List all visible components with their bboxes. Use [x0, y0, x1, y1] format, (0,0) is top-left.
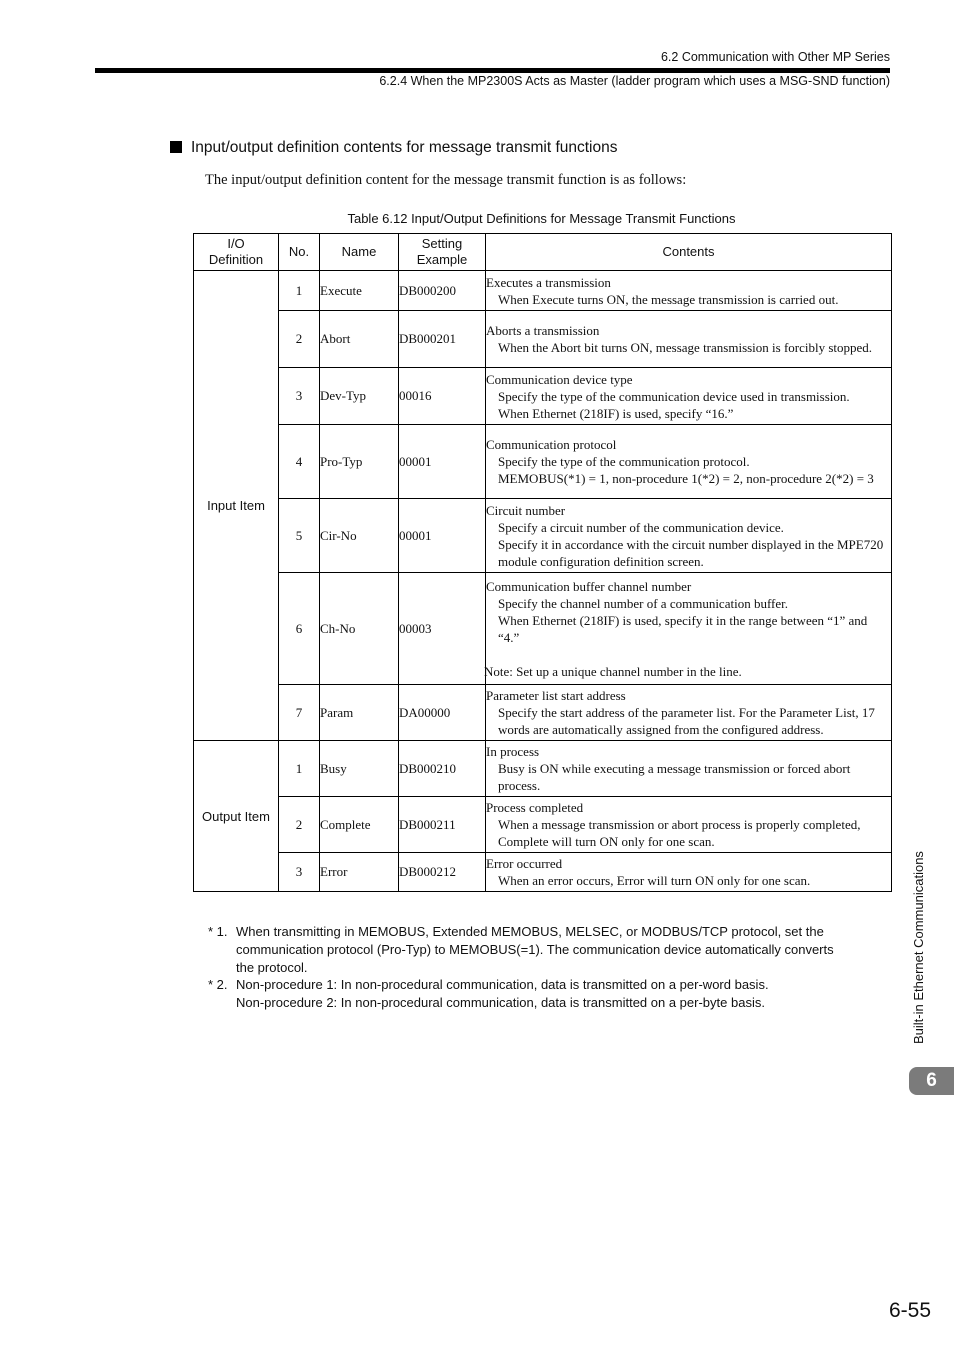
- intro-paragraph: The input/output definition content for the message transmit function is as follows:: [205, 172, 687, 188]
- contents-title: Process completed: [486, 800, 584, 815]
- contents-detail: Specify the type of the communication protocol.: [498, 454, 750, 469]
- row-setting-example: DB000212: [399, 853, 486, 892]
- row-contents: [486, 425, 892, 499]
- row-setting-example: DA00000: [399, 685, 486, 741]
- table-row: [194, 311, 892, 368]
- row-number: 3: [279, 368, 320, 425]
- row-contents: [486, 311, 892, 368]
- table-row: [194, 368, 892, 425]
- contents-detail: Specify the start address of the parameter list. For the Parameter List, 17 words are automatically assigned from the configured address.: [498, 705, 875, 737]
- row-setting-example: DB000211: [399, 797, 486, 853]
- contents-title: Communication protocol: [486, 437, 617, 452]
- row-contents: [486, 853, 892, 892]
- contents-detail: When Ethernet (218IF) is used, specify “16.”: [498, 405, 734, 421]
- chapter-side-label: Built-in Ethernet Communications: [911, 851, 926, 1044]
- contents-title: Communication device type: [486, 371, 633, 387]
- io-definitions-table: [193, 233, 892, 892]
- footnote-mark: * 2.: [208, 977, 228, 992]
- row-name: Pro-Typ: [320, 425, 399, 499]
- contents-note: Note: Set up a unique channel number in the line.: [484, 663, 742, 679]
- footnote-text: Non-procedure 1: In non-procedural communication, data is transmitted on a per-word basis.: [236, 977, 769, 992]
- row-number: 7: [279, 685, 320, 741]
- contents-detail: When the Abort bit turns ON, message transmission is forcibly stopped.: [498, 340, 873, 355]
- contents-title: Communication buffer channel number: [486, 578, 692, 594]
- contents-title: Error occurred: [486, 856, 563, 871]
- page-number: 6-55: [888, 1299, 931, 1322]
- footnote-text: Non-procedure 2: In non-procedural communication, data is transmitted on a per-byte basis.: [236, 995, 765, 1010]
- header-no: No.: [279, 234, 320, 271]
- row-contents: [486, 271, 892, 311]
- row-name: Busy: [320, 741, 399, 797]
- row-contents: [486, 573, 892, 685]
- table-row: [194, 271, 892, 311]
- contents-detail: Specify the type of the communication device used in transmission.: [498, 388, 850, 404]
- row-contents: [486, 368, 892, 425]
- contents-detail: When Ethernet (218IF) is used, specify it in the range between “1” and “4.”: [498, 612, 868, 645]
- contents-detail: When an error occurs, Error will turn ON only for one scan.: [498, 873, 811, 888]
- table-caption: Table 6.12 Input/Output Definitions for Message Transmit Functions: [347, 211, 736, 226]
- running-header-subsection: 6.2.4 When the MP2300S Acts as Master (ladder program which uses a MSG-SND function): [379, 74, 890, 88]
- row-setting-example: DB000201: [399, 311, 486, 368]
- contents-title: Executes a transmission: [486, 274, 611, 290]
- row-setting-example: 00001: [399, 425, 486, 499]
- row-setting-example: DB000210: [399, 741, 486, 797]
- row-setting-example: DB000200: [399, 271, 486, 311]
- row-name: Complete: [320, 797, 399, 853]
- row-name: Cir-No: [320, 499, 399, 573]
- row-setting-example: 00001: [399, 499, 486, 573]
- contents-title: Parameter list start address: [486, 688, 626, 703]
- row-name: Error: [320, 853, 399, 892]
- contents-detail: When a message transmission or abort process is properly completed, Complete will turn ON only for one scan.: [498, 817, 861, 849]
- row-number: 4: [279, 425, 320, 499]
- table-row: [194, 685, 892, 741]
- row-name: Param: [320, 685, 399, 741]
- row-number: 3: [279, 853, 320, 892]
- group-input-item: Input Item: [194, 271, 279, 741]
- footnote-mark: * 1.: [208, 924, 228, 939]
- row-number: 1: [279, 271, 320, 311]
- row-name: Dev-Typ: [320, 368, 399, 425]
- row-setting-example: 00003: [399, 573, 486, 685]
- section-title: Input/output definition contents for message transmit functions: [191, 139, 618, 156]
- row-number: 5: [279, 499, 320, 573]
- table-row: [194, 797, 892, 853]
- contents-title: Circuit number: [486, 502, 566, 518]
- group-output-item: Output Item: [194, 741, 279, 892]
- row-setting-example: 00016: [399, 368, 486, 425]
- footnote-2: [208, 976, 848, 1012]
- table-row: [194, 741, 892, 797]
- contents-detail: MEMOBUS(*1) = 1, non-procedure 1(*2) = 2, non-procedure 2(*2) = 3: [498, 471, 874, 486]
- contents-detail: Specify the channel number of a communication buffer.: [498, 595, 788, 611]
- header-setting-example: Setting Example: [399, 234, 486, 271]
- table-row: [194, 499, 892, 573]
- row-contents: [486, 797, 892, 853]
- table-row: [194, 425, 892, 499]
- row-number: 1: [279, 741, 320, 797]
- header-rule: [95, 68, 890, 73]
- row-number: 6: [279, 573, 320, 685]
- table-header-row: [194, 234, 892, 271]
- contents-detail: Specify it in accordance with the circuit number displayed in the MPE720 module configuration definition screen.: [498, 536, 884, 569]
- row-contents: [486, 685, 892, 741]
- contents-detail: When Execute turns ON, the message transmission is carried out.: [498, 291, 839, 307]
- table-row: [194, 853, 892, 892]
- row-name: Ch-No: [320, 573, 399, 685]
- row-name: Abort: [320, 311, 399, 368]
- square-bullet-icon: [170, 141, 182, 153]
- table-row: [194, 573, 892, 685]
- row-number: 2: [279, 797, 320, 853]
- footnote-1: [208, 923, 848, 977]
- chapter-tab: 6: [909, 1067, 954, 1095]
- contents-detail: Specify a circuit number of the communication device.: [498, 519, 784, 535]
- row-contents: [486, 499, 892, 573]
- running-header-section: 6.2 Communication with Other MP Series: [660, 50, 890, 64]
- contents-title: Aborts a transmission: [486, 323, 600, 338]
- footnote-text: When transmitting in MEMOBUS, Extended MEMOBUS, MELSEC, or MODBUS/TCP protocol, set the communication protocol (Pro-Typ) to MEMOBUS(=1). The communication device automatically converts the protocol.: [236, 924, 834, 975]
- row-name: Execute: [320, 271, 399, 311]
- header-contents: Contents: [486, 234, 892, 271]
- header-io-definition: I/O Definition: [194, 234, 279, 271]
- row-number: 2: [279, 311, 320, 368]
- contents-detail: Busy is ON while executing a message transmission or forced abort process.: [498, 761, 851, 793]
- row-contents: [486, 741, 892, 797]
- contents-title: In process: [486, 744, 540, 759]
- header-name: Name: [320, 234, 399, 271]
